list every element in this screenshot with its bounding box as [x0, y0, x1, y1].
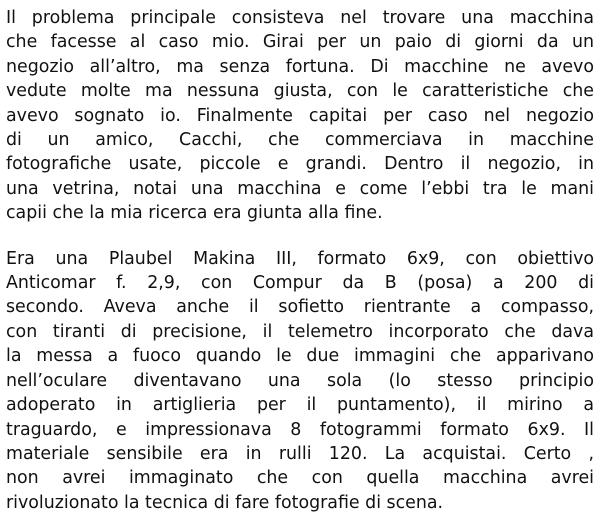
- paragraph-spacer: [6, 226, 594, 247]
- text-line: di un amico, Cacchi, che commerciava in macchine: [6, 130, 594, 151]
- text-line: materiale sensibile era in rulli 120. La acquistai. Certo ,: [6, 443, 594, 464]
- text-line: vedute molte ma nessuna giusta, con le caratteristiche che: [6, 81, 594, 102]
- document-body: [6, 6, 594, 515]
- text-line: nell’oculare diventavano una sola (lo stesso principio: [6, 370, 594, 391]
- text-line: traguardo, e impressionava 8 fotogrammi formato 6x9. Il: [6, 419, 594, 440]
- text-line: Era una Plaubel Makina III, formato 6x9, con obiettivo: [6, 248, 594, 269]
- paragraph-1: [6, 6, 594, 226]
- text-line: non avrei immaginato che con quella macchina avrei: [6, 468, 594, 489]
- text-line: Anticomar f. 2,9, con Compur da B (posa) a 200 di: [6, 273, 594, 294]
- text-line: capii che la mia ricerca era giunta alla fine.: [6, 203, 383, 224]
- text-line: che facesse al caso mio. Girai per un paio di giorni da un: [6, 32, 594, 53]
- text-line: secondo. Aveva anche il sofietto rientrante a compasso,: [6, 297, 594, 318]
- text-line: Il problema principale consisteva nel trovare una macchina: [6, 8, 594, 28]
- text-line: rivoluzionato la tecnica di fare fotografie di scena.: [6, 492, 444, 513]
- text-line: con tiranti di precisione, il telemetro incorporato che dava: [6, 321, 594, 342]
- paragraph-2: [6, 247, 594, 515]
- text-line: negozio all’altro, ma senza fortuna. Di macchine ne avevo: [6, 56, 594, 77]
- text-line: adoperato in artiglieria per il puntamento), il mirino a: [6, 395, 594, 416]
- text-line: la messa a fuoco quando le due immagini che apparivano: [6, 346, 594, 367]
- text-line: fotografiche usate, piccole e grandi. Dentro il negozio, in: [6, 154, 594, 175]
- text-line: una vetrina, notai una macchina e come l’ebbi tra le mani: [6, 178, 594, 199]
- text-line: avevo sognato io. Finalmente capitai per caso nel negozio: [6, 105, 594, 126]
